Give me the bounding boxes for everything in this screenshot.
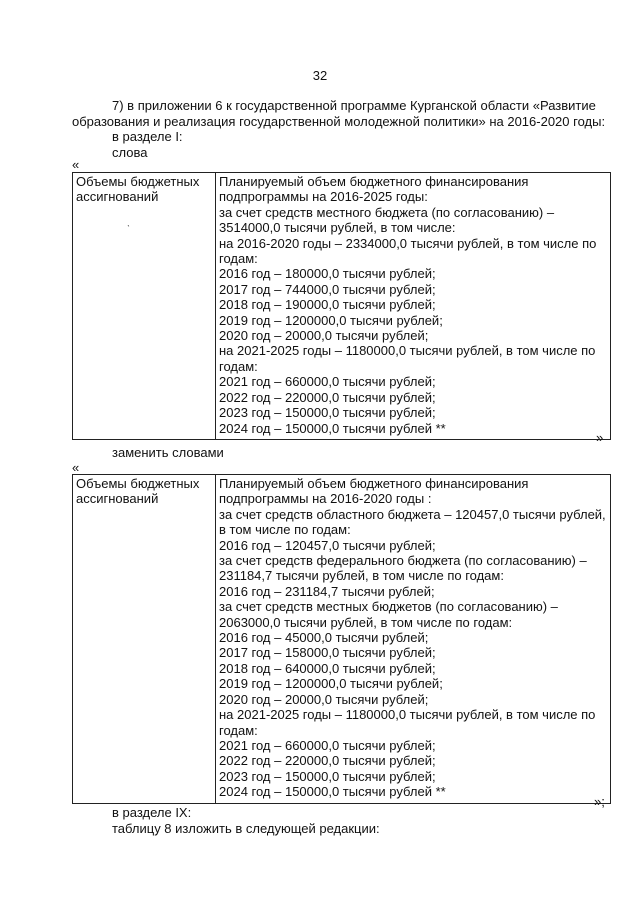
table-line: 2018 год – 640000,0 тысячи рублей; [219,660,436,676]
table-line: на 2021-2025 годы – 1180000,0 тысячи рублей, в том числе по годам: [219,343,596,374]
table-line: 2016 год – 120457,0 тысячи рублей; [219,537,436,553]
table-line: Планируемый объем бюджетного финансирования [219,476,529,491]
table-line: на 2016-2020 годы – 2334000,0 тысячи рублей, в том числе по годам: [219,235,597,267]
table-8-label: таблицу 8 изложить в следующей редакции: [112,821,380,836]
table-line: Планируемый объем бюджетного финансирования [219,174,529,189]
table-line: 2023 год – 150000,0 тысячи рублей; [219,768,436,784]
amendment-text: 7) в приложении 6 к государственной программе Курганской области «Развитие образования и реализация государственной молодежной политики» на 2016-2020 годы: [72,98,606,129]
table-line: 2022 год – 220000,0 тысячи рублей; [219,753,436,769]
table-line: 2023 год – 150000,0 тысячи рублей; [219,405,436,421]
open-quote-2: « [72,460,80,475]
stray-mark: ˋ [127,224,130,234]
table-line: 2017 год – 744000,0 тысячи рублей; [219,281,436,297]
table-line: 231184,7 тысячи рублей, в том числе по годам: [219,568,504,584]
table-line: подпрограммы на 2016-2025 годы: [219,189,428,205]
table-line: 2024 год – 150000,0 тысячи рублей ** [219,784,446,800]
table-line: за счет средств областного бюджета – 120457,0 тысячи рублей, в том числе по годам: [219,506,606,538]
table-line: 2019 год – 1200000,0 тысячи рублей; [219,312,443,328]
table-line: 2020 год – 20000,0 тысячи рублей; [219,691,429,707]
intro-paragraph [72,98,612,160]
replace-words-label: заменить словами [112,445,224,460]
section-ref: в разделе I: [112,129,183,144]
open-quote-1: « [72,157,80,172]
table-line: 2063000,0 тысячи рублей, в том числе по годам: [219,614,513,630]
table-line: 2017 год – 158000,0 тысячи рублей; [219,645,436,661]
table-line: за счет средств федерального бюджета (по согласованию) – [219,553,587,569]
table-line: 2022 год – 220000,0 тысячи рублей; [219,389,436,405]
words-label: слова [112,144,148,160]
value-cell [216,475,611,804]
label-cell: Объемы бюджетных ассигнований [73,173,216,440]
table-line: 2020 год – 20000,0 тысячи рублей; [219,328,429,344]
table-line: 2016 год – 45000,0 тысячи рублей; [219,630,429,646]
table-line: на 2021-2025 годы – 1180000,0 тысячи рублей, в том числе по годам: [219,707,596,738]
close-quote-1: » [596,430,604,445]
table-line: за счет средств местных бюджетов (по согласованию) – [219,599,558,615]
table-line: 2021 год – 660000,0 тысячи рублей; [219,737,436,753]
table-line: 2021 год – 660000,0 тысячи рублей; [219,374,436,390]
table-old-budget [72,172,611,440]
table-new-budget [72,474,611,804]
table-line: за счет средств местного бюджета (по согласованию) – [219,204,555,220]
table-line: подпрограммы на 2016-2020 годы : [219,491,432,507]
label-cell: Объемы бюджетных ассигнований [73,475,216,804]
close-quote-2: »; [594,794,605,809]
table-line: 2016 год – 180000,0 тысячи рублей; [219,266,436,282]
section-ix-label: в разделе IX: [112,805,192,820]
table-line: 2016 год – 231184,7 тысячи рублей; [219,583,435,599]
table-line: 2024 год – 150000,0 тысячи рублей ** [219,420,446,436]
page-number: 32 [312,68,328,83]
table-line: 2018 год – 190000,0 тысячи рублей; [219,297,436,313]
table-line: 2019 год – 1200000,0 тысячи рублей; [219,676,443,692]
value-cell [216,173,611,440]
table-line: 3514000,0 тысячи рублей, в том числе: [219,220,456,236]
